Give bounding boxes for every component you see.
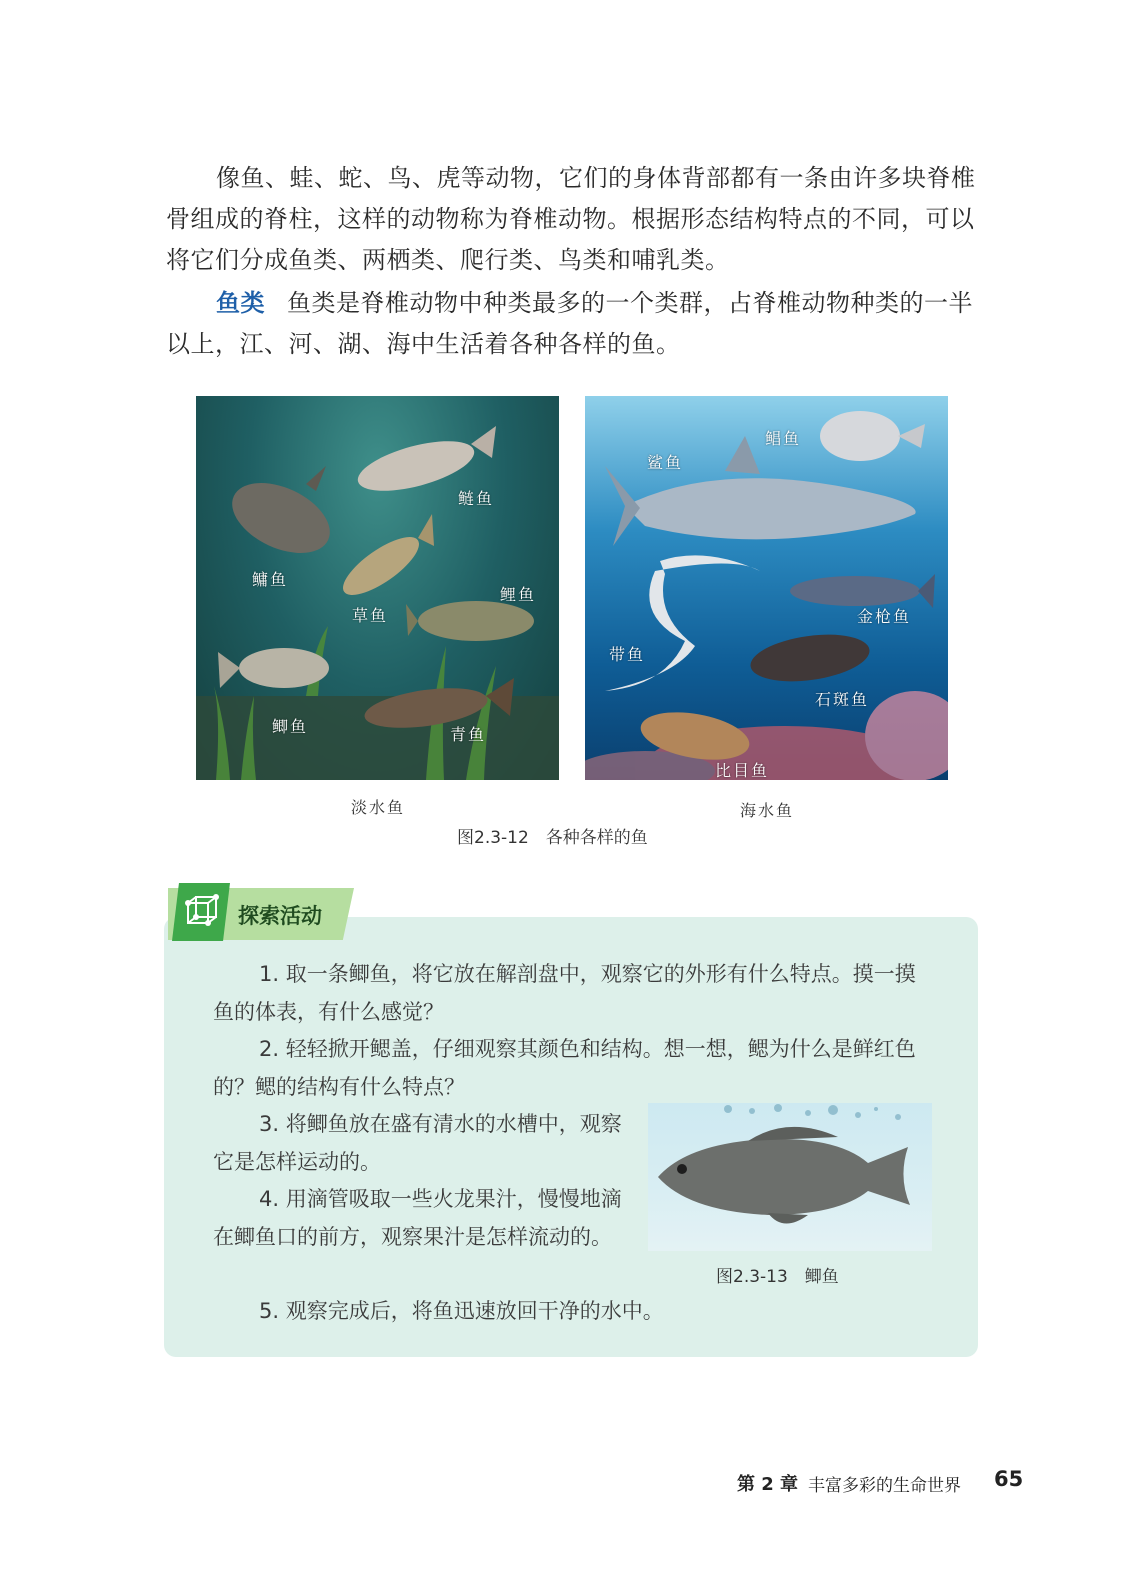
seawater-caption: 海水鱼 [740, 801, 795, 820]
label-grouper: 石斑鱼 [815, 690, 870, 709]
label-bighead-carp: 鳙鱼 [252, 570, 289, 589]
figure-13-caption: 图2.3-13 鲫鱼 [716, 1267, 839, 1287]
intro-paragraph: 像鱼、蛙、蛇、鸟、虎等动物，它们的身体背部都有一条由许多块脊椎骨组成的脊柱，这样的动物称为脊椎动物。根据形态结构特点的不同，可以将它们分成鱼类、两栖类、爬行类、鸟类和哺乳类。 [166, 164, 976, 274]
fish-term: 鱼类 [216, 289, 265, 317]
activity-item-4: 4. 用滴管吸取一些火龙果汁，慢慢地滴在鲫鱼口的前方，观察果汁是怎样流动的。 [213, 1187, 622, 1249]
footer-chapter-title: 丰富多彩的生命世界 [808, 1476, 961, 1496]
label-flounder: 比目鱼 [715, 761, 770, 780]
fish-paragraph [166, 283, 980, 365]
freshwater-caption: 淡水鱼 [351, 798, 406, 817]
activity-item-5: 5. 观察完成后，将鱼迅速放回干净的水中。 [259, 1299, 664, 1323]
cube-network-icon [172, 883, 230, 941]
activity-item-2: 2. 轻轻掀开鳃盖，仔细观察其颜色和结构。想一想，鳃为什么是鲜红色的？鳃的结构有什么特点？ [213, 1037, 916, 1099]
label-silver-carp: 鲢鱼 [458, 489, 495, 508]
explore-title: 探索活动 [238, 904, 322, 928]
label-crucian-carp: 鲫鱼 [272, 717, 309, 736]
seawater-fish-photo [585, 396, 948, 780]
fish-text: 鱼类是脊椎动物中种类最多的一个类群，占脊椎动物种类的一半以上，江、河、湖、海中生活着各种各样的鱼。 [166, 289, 973, 358]
label-pomfret: 鲳鱼 [765, 429, 802, 448]
label-grass-carp: 草鱼 [352, 606, 389, 625]
figure-12-caption: 图2.3-12 各种各样的鱼 [457, 828, 648, 848]
label-shark: 鲨鱼 [647, 453, 684, 472]
label-tuna: 金枪鱼 [857, 607, 912, 626]
freshwater-fish-photo [196, 396, 559, 780]
label-black-carp: 青鱼 [450, 725, 487, 744]
label-common-carp: 鲤鱼 [500, 585, 537, 604]
label-ribbonfish: 带鱼 [609, 645, 646, 664]
crucian-carp-photo [648, 1103, 932, 1251]
footer-chapter: 第 2 章 [737, 1474, 799, 1495]
activity-item-1: 1. 取一条鲫鱼，将它放在解剖盘中，观察它的外形有什么特点。摸一摸鱼的体表，有什么感觉？ [213, 962, 916, 1024]
page-number: 65 [994, 1467, 1024, 1491]
activity-item-3: 3. 将鲫鱼放在盛有清水的水槽中，观察它是怎样运动的。 [213, 1112, 622, 1174]
